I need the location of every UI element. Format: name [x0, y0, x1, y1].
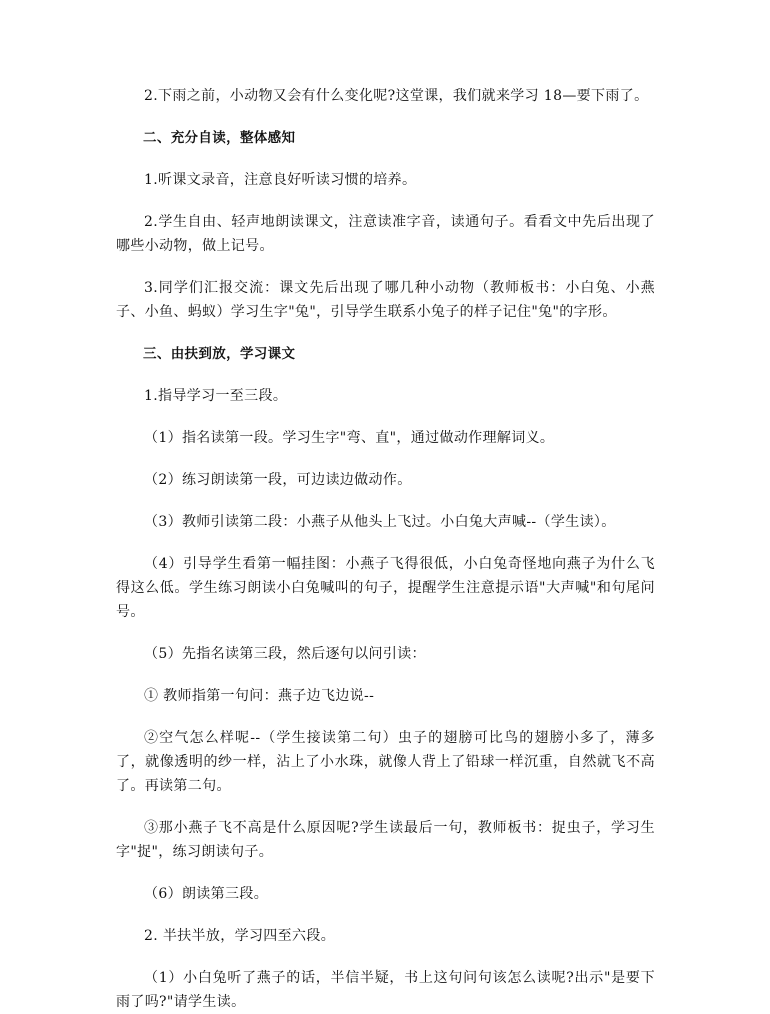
- paragraph-s3-1-sub-6: （6）朗读第三段。: [144, 886, 269, 902]
- paragraph-s3-2-sub-1: （1）小白兔听了燕子的话，半信半疑，书上这句问句该怎么读呢?出示"是要下雨了吗?"请学生读。: [116, 970, 655, 1010]
- paragraph-s3-1-sub-5: （5）先指名读第三段，然后逐句以问引读：: [144, 646, 426, 662]
- paragraph-s2-step-1: 1.听课文录音，注意良好听读习惯的培养。: [144, 172, 417, 188]
- section-heading-3: 三、由扶到放，学习课文: [143, 346, 296, 362]
- paragraph-s3-1-sub-3: （3）教师引读第二段：小燕子从他头上飞过。小白兔大声喊--（学生读）。: [144, 514, 616, 530]
- section-heading-2: 二、充分自读，整体感知: [143, 130, 296, 146]
- paragraph-s2-step-2: 2.学生自由、轻声地朗读课文，注意读准字音，读通句子。看看文中先后出现了哪些小动物，做上记号。: [116, 214, 655, 254]
- paragraph-s3-1-circle-1: ① 教师指第一句问：燕子边飞边说--: [144, 688, 375, 704]
- paragraph-s3-1-sub-4: （4）引导学生看第一幅挂图：小燕子飞得很低，小白兔奇怪地向燕子为什么飞得这么低。学生练习朗读小白兔喊叫的句子，提醒学生注意提示语"大声喊"和句尾问号。: [116, 556, 655, 620]
- paragraph-s3-1-circle-2: ②空气怎么样呢--（学生接读第二句）虫子的翅膀可比鸟的翅膀小多了，薄多了，就像透明的纱一样，沾上了小水珠，就像人背上了铅球一样沉重，自然就飞不高了。再读第二句。: [116, 730, 655, 794]
- paragraph-s3-step-2: 2. 半扶半放，学习四至六段。: [144, 928, 336, 944]
- paragraph-s3-1-circle-3: ③那小燕子飞不高是什么原因呢?学生读最后一句，教师板书：捉虫子，学习生字"捉"，练习朗读句子。: [116, 820, 655, 860]
- paragraph-s3-step-1: 1.指导学习一至三段。: [144, 388, 288, 404]
- paragraph-intro-2: 2.下雨之前，小动物又会有什么变化呢?这堂课，我们就来学习 18—要下雨了。: [144, 88, 649, 104]
- paragraph-s3-1-sub-1: （1）指名读第一段。学习生字"弯、直"，通过做动作理解词义。: [144, 430, 555, 446]
- paragraph-s3-1-sub-2: （2）练习朗读第一段，可边读边做动作。: [144, 472, 412, 488]
- paragraph-s2-step-3: 3.同学们汇报交流：课文先后出现了哪几种小动物（教师板书：小白兔、小燕子、小鱼、蚂蚁）学习生字"兔"，引导学生联系小兔子的样子记住"兔"的字形。: [116, 280, 655, 320]
